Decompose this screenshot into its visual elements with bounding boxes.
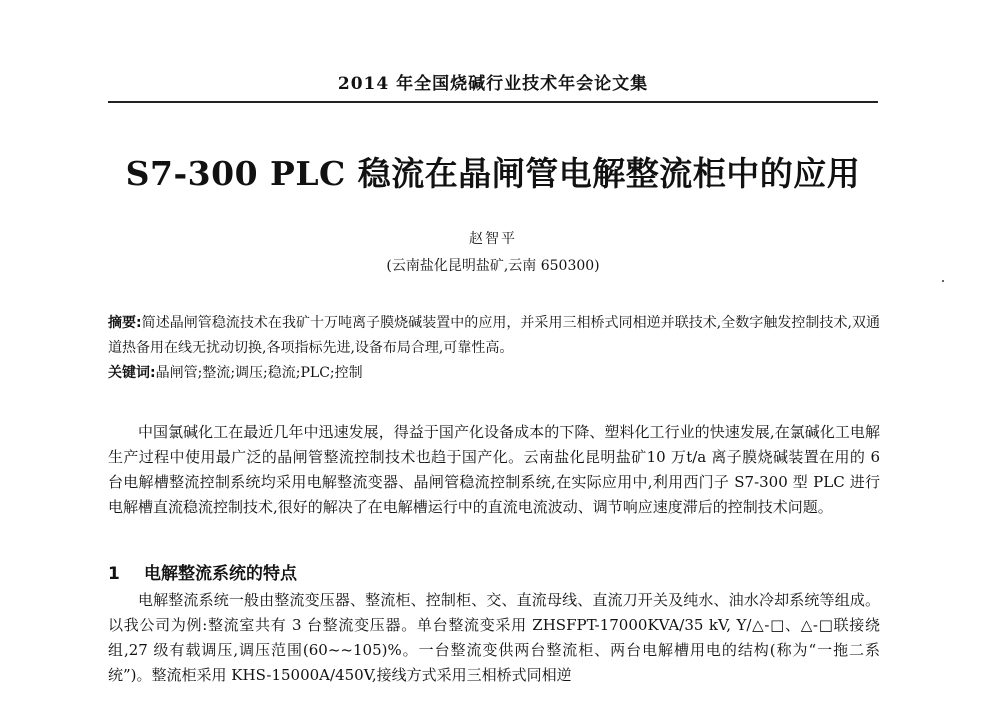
running-header: 2014 年全国烧碱行业技术年会论文集 [337,74,649,94]
abstract-label: 摘要: [108,315,142,331]
abstract [108,311,880,361]
intro-paragraph: 中国氯碱化工在最近几年中迅速发展，得益于国产化设备成本的下降、塑料化工行业的快速发展,在氯碱化工电解生产过程中使用最广泛的晶闸管整流控制技术也趋于国产化。云南盐化昆明盐矿10 万t/a 离子膜烧碱装置在用的 6 台电解槽整流控制系统均采用电解整流变器、晶闸管稳流控制系统,在实际应用中,利用西门子 S7-300 型 PLC 进行电解槽直流稳流控制技术,很好的解决了在电解槽运行中的直流电流波动、调节响应速度滞后的控制技术问题。 [108,423,880,516]
section-paragraph: 电解整流系统一般由整流变压器、整流柜、控制柜、交、直流母线、直流刀开关及纯水、油水冷却系统等组成。以我公司为例:整流室共有 3 台整流变压器。单台整流变采用 ZHSFPT-17000KVA/35 kV, Y/△-□、△-□联接绕组,27 级有载调压,调压范围(60~~105)%。一台整流变供两台整流柜、两台电解槽用电的结构(称为“一拖二系统”)。整流柜采用 KHS-15000A/450V,接线方式采用三相桥式同相逆 [108,591,880,684]
scan-speck [942,280,944,282]
abstract-block [108,311,880,386]
section-heading [108,561,880,587]
author-name: 赵智平 [469,231,517,247]
section-title: 电解整流系统的特点 [144,564,297,584]
paper-title: S7-300 PLC 稳流在晶闸管电解整流柜中的应用 [125,154,861,193]
abstract-text: 简述晶闸管稳流技术在我矿十万吨离子膜烧碱装置中的应用，并采用三相桥式同相逆并联技术,全数字触发控制技术,双通道热备用在线无扰动切换,各项指标先进,设备布局合理,可靠性高。 [108,315,880,356]
keywords [108,361,880,386]
keywords-label: 关键词: [108,365,156,381]
keywords-text: 晶闸管;整流;调压;稳流;PLC;控制 [155,365,363,381]
author-affiliation: (云南盐化昆明盐矿,云南 650300) [386,258,600,274]
section-number: 1 [108,564,120,584]
header-rule [108,101,878,103]
